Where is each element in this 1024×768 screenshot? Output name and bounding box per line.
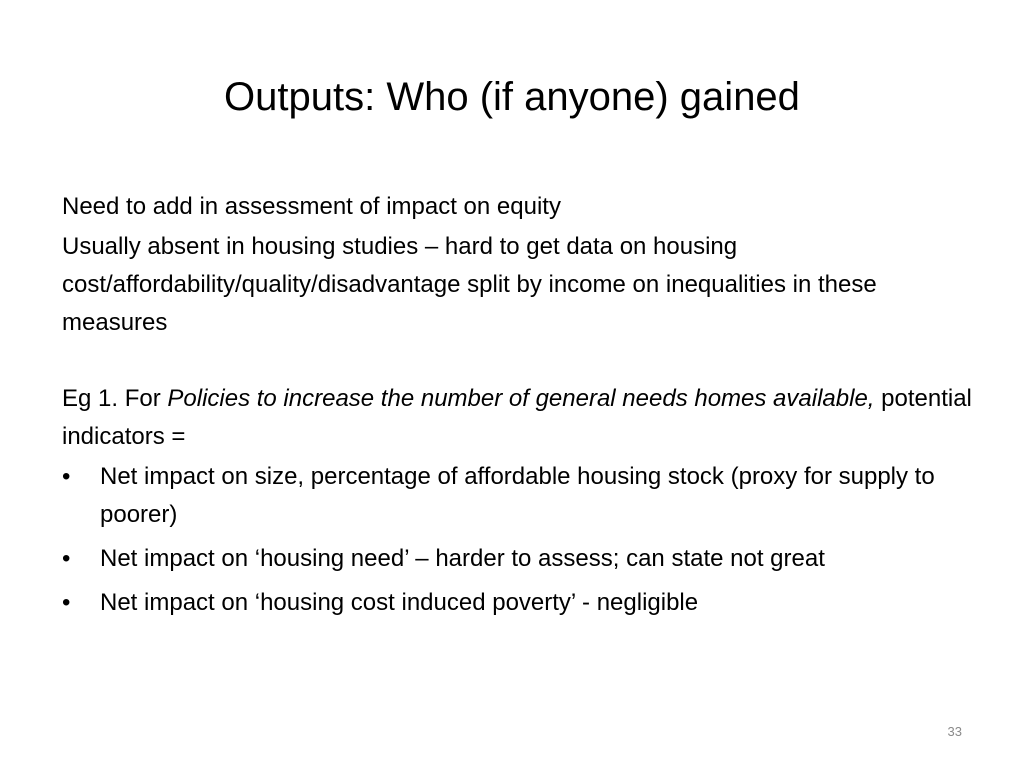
- bullet-icon: •: [62, 545, 71, 572]
- bullet-icon: •: [62, 589, 71, 616]
- paragraph-equity: Need to add in assessment of impact on equity: [62, 193, 561, 220]
- slide-body: [62, 188, 972, 628]
- paragraph-example: [62, 380, 972, 456]
- list-item: [62, 540, 972, 578]
- paragraph-housing-studies: Usually absent in housing studies – hard to get data on housing cost/affordability/quality/disadvantage split by income on inequalities in these measures: [62, 233, 877, 336]
- slide-title: Outputs: Who (if anyone) gained: [224, 75, 800, 119]
- example-suffix: potential indicators =: [62, 385, 972, 450]
- list-item: [62, 584, 972, 622]
- list-item: [62, 458, 972, 534]
- example-prefix: Eg 1. For: [62, 385, 168, 412]
- list-item-text: Net impact on size, percentage of affordable housing stock (proxy for supply to poorer): [100, 463, 935, 528]
- spacer: [62, 342, 972, 380]
- list-item-text: Net impact on ‘housing need’ – harder to assess; can state not great: [100, 545, 825, 572]
- list-item-text: Net impact on ‘housing cost induced poverty’ - negligible: [100, 589, 699, 616]
- bullet-icon: •: [62, 463, 71, 490]
- example-policy-italic: Policies to increase the number of general needs homes available,: [167, 385, 875, 412]
- page-number: 33: [947, 724, 962, 739]
- indicator-list: [62, 458, 972, 622]
